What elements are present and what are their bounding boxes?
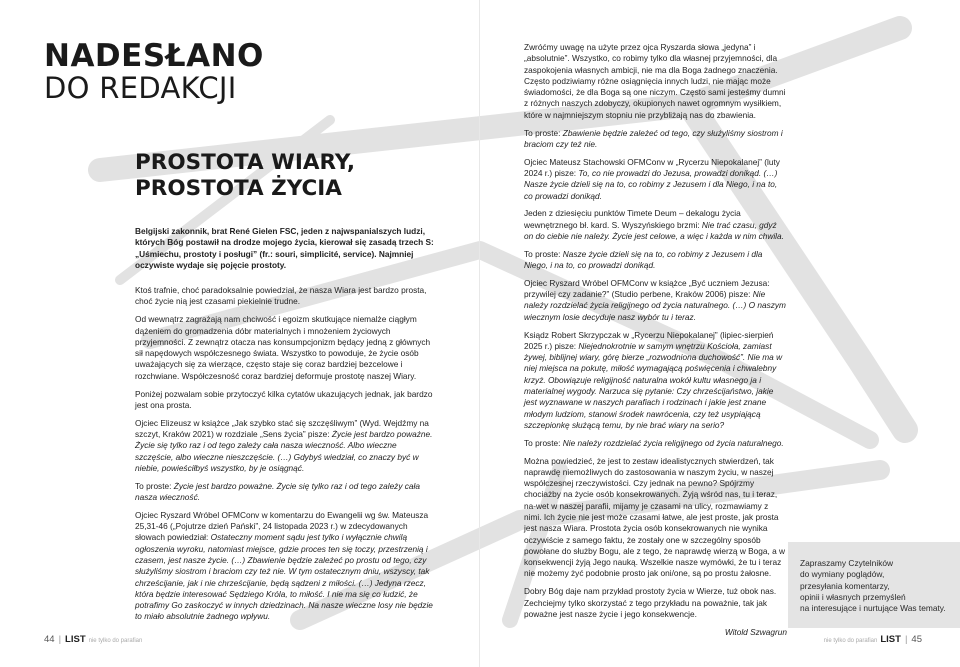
author-signature: Witold Szwagrun [724, 626, 787, 637]
invitation-line: do wymiany poglądów, [800, 569, 885, 580]
quote-paragraph [524, 330, 787, 432]
footer-right [824, 634, 922, 645]
quote-source: Ojciec Ryszard Wróbel OFMConv w książce „Być uczniem Jezusa: przywilej czy zadanie?” (Studio perbene, Kraków 2006) pisze: [524, 277, 770, 300]
quote-source: Ojciec Ryszard Wróbel OFMConv w komentarzu do Ewangelii wg św. Mateusza 25,31-46 („Pojutrze dzień Pański”, 24 listopada 2023 r.) w zdecydowanych słowach powiedział: [135, 509, 429, 543]
footer-separator: | [904, 634, 908, 645]
page-gutter [479, 0, 480, 667]
magazine-tagline-right: nie tylko do parafian [823, 638, 878, 644]
summary-text: Zbawienie będzie zależeć od tego, czy służyliśmy siostrom i braciom czy też nie. [524, 127, 783, 149]
summary-paragraph [135, 481, 435, 504]
quote-source: Ksiądz Robert Skrzypczak w „Rycerzu Niepokalanej” (lipiec-sierpień 2025 r.) pisze: [524, 329, 774, 351]
quote-paragraph [524, 278, 787, 323]
right-column [524, 42, 787, 638]
paragraph: Zwróćmy uwagę na użyte przez ojca Ryszarda słowa „jedyna” i „absolutnie”. Wszystko, co robimy tylko dla własnej przyjemności, dla zaspokojenia własnych ambicji, nie ma dla Boga żadnego znaczenia. Często podziwiamy różne osiągnięcia innych ludzi, nie mając może świadomości, że dla Boga są one niczym. Często sami jesteśmy dumni z różnych naszych zdobyczy, okupionych nawet ogromnym wysiłkiem, które w najmniejszym stopniu nie przybliżają nas do zbawienia. [524, 42, 786, 120]
section-header-line2: DO REDAKCJI [44, 71, 237, 105]
invitation-line: przesyłania komentarzy, [800, 580, 890, 591]
summary-lead: To proste: [135, 480, 174, 491]
section-header-line1: NADESŁANO [44, 38, 264, 74]
quote-paragraph [524, 208, 787, 242]
summary-text: Nasze życie dzieli się na to, co robimy z Jezusem i dla Niego, i na to, co prowadzi donikąd. [524, 248, 763, 271]
summary-paragraph [524, 128, 787, 151]
quote-source: Ojciec Elizeusz w książce „Jak szybko stać się szczęśliwym” (Wyd. Wejdźmy na szczyt, Kraków 2021) w rozdziale „Sens życia” pisze: [135, 417, 429, 439]
section-header [44, 40, 264, 104]
left-column [135, 226, 435, 629]
summary-lead: To proste: [524, 127, 563, 138]
quote-source: Ojciec Mateusz Stachowski OFMConv w „Rycerzu Niepokalanej” (luty 2024 r.) pisze: [524, 156, 780, 178]
article-title [135, 150, 355, 202]
reader-invitation-text [800, 558, 960, 614]
summary-paragraph [524, 438, 787, 449]
article-title-line2: PROSTOTA ŻYCIA [135, 176, 342, 201]
invitation-line: Zapraszamy Czytelników [800, 558, 894, 568]
paragraph: Ktoś trafnie, choć paradoksalnie powiedział, że nasza Wiara jest bardzo prosta, choć życie nią jest czasami piekielnie trudne. [135, 285, 427, 307]
quote-paragraph [135, 418, 435, 474]
footer-separator: | [58, 634, 62, 645]
quote-text: To, co nie prowadzi do Jezusa, prowadzi donikąd. (…) Nasze życie dzieli się na to, co robimy z Jezusem i dla Niego, i na to, co prowadzi donikąd. [524, 167, 778, 201]
quote-text: Nie należy rozdzielać życia religijnego od życia naturalnego. (…) O naszym wiecznym losie decyduje nasz wybór tu i teraz. [524, 289, 786, 322]
summary-text: Życie jest bardzo poważne. Życie się tylko raz i od tego zależy cała nasza wieczność. [135, 480, 421, 502]
quote-text: Życie jest bardzo poważne. Życie się tylko raz i od tego zależy cała nasza wieczność. Albo wieczne szczęście, albo wieczne nieszczęście. (…) Gdybyś wiedział, co znaczy być w niebie, powieściłbyś wszystko, by je osiągnąć. [135, 428, 433, 473]
paragraph: Dobry Bóg daje nam przykład prostoty życia w Wierze, tuż obok nas. Zechciejmy tylko skorzystać z tego przykładu na poważnie, tak jak poważne jest nasze życie i jego konsekwencje. [524, 586, 777, 619]
summary-lead: To proste: [524, 437, 563, 448]
paragraph: Poniżej pozwalam sobie przytoczyć kilka cytatów ukazujących jednak, jak bardzo jest ona prosta. [135, 388, 433, 410]
quote-text: Ostateczny moment sądu jest tylko i wyłącznie chwilą ogłoszenia wyroku, natomiast miejsce, gdzie proces ten się toczy, przestrzenią i czasem, jest nasze życie. (…) Zbawienie będzie zależeć po prostu od tego, czy służyliśmy siostrom i braciom czy też nie. W tym ostatecznym dniu, wszyscy, tak chrześcijanie, jak i nie chrześcijanie, będą sądzeni z miłości. (…) Jedyna rzecz, która będzie interesować Sędziego Króla, to miłość. I nie ma się co łudzić, że potrafimy Go zaskoczyć w innych dziedzinach. Na nasze wieczne losy nie będzie to miało absolutnie żadnego wpływu. [135, 532, 433, 622]
reader-invitation-box [788, 542, 960, 628]
footer-left [44, 634, 142, 645]
summary-text: Nie należy rozdzielać życia religijnego od życia naturalnego. [562, 437, 784, 448]
invitation-line: na interesujące i nurtujące Was tematy. [800, 603, 946, 614]
paragraph: Od wewnątrz zagrażają nam chciwość i egoizm skutkujące niemalże ciągłym dążeniem do gromadzenia dóbr materialnych i mnożeniem życiowych przyjemności. Z zewnątrz otacza nas konsumpcjonizm będący jedną z głównych sił napędowych współczesnego świata. Wszystko to powoduje, że życie osób uważających się za wierzące, często staje się coraz bardziej bezcelowe i rozchwiane. Współczesność coraz bardziej deformuje prostotę naszej Wiary. [135, 314, 431, 381]
magazine-tagline-left: nie tylko do parafian [88, 638, 143, 644]
quote-source: Jeden z dziesięciu punktów Timete Deum – dekalogu życia wewnętrznego bł. kard. S. Wyszyńskiego brzmi: [524, 208, 741, 230]
article-intro: Belgijski zakonnik, brat René Gielen FSC, jeden z najwspanialszych ludzi, których Bóg postawił na drodze mojego życia, kierował się zasadą trzech S: „Uśmiechu, prostoty i posługi” (fr.: souri, simplicité, service). Najmniej oczywiste wydaje się pojęcie prostoty. [135, 226, 434, 270]
magazine-brand-left: LIST [65, 634, 86, 645]
quote-paragraph [135, 510, 435, 623]
quote-text: Nie trać czasu, gdyż on do ciebie nie należy. Życie jest celowe, a więc i każda w nim chwila. [524, 219, 784, 241]
summary-paragraph [524, 249, 787, 272]
magazine-brand-right: LIST [880, 634, 901, 645]
invitation-line: opinii i własnych przemyśleń [800, 591, 906, 602]
page-number-left: 44 [44, 634, 55, 645]
summary-lead: To proste: [524, 248, 563, 259]
quote-paragraph [524, 157, 787, 202]
page-number-right: 45 [911, 634, 922, 645]
paragraph: Można powiedzieć, że jest to zestaw idealistycznych stwierdzeń, tak naprawdę niemożliwych do zastosowania w naszym życiu, w naszej współczesnej rzeczywistości. Czy jednak na pewno? Spójrzmy chociażby na życie osób konsekrowanych. Żyją wśród nas, tu i teraz, na-wet w naszej parafii, mijamy je czasami na ulicy, rozmawiamy z nimi. Ich życie nie jest może czasami łatwe, ale jest proste, jak prosta jest nasza Wiara. Prostota życia osób konsekrowanych nie wynika oczywiście z samego faktu, że zostały one w szczególny sposób powołane do służby Bogu, ale z tego, że naprawdę wierzą w Boga, a w konsekwencji żyją Jego nauką. Wszelkie nasze wymówki, że tu i teraz nie możemy żyć podobnie prosto jak oni/one, są po prostu żałosne. [524, 455, 786, 579]
article-title-line1: PROSTOTA WIARY, [135, 150, 356, 175]
quote-text: Niejednokrotnie w samym wnętrzu Kościoła, zamiast żywej, biblijnej wiary, górę bierze „rozwodniona duchowość”. Nie ma w niej miejsca na pokutę, miłość wymagającą poświęcenia i chwalebny krzyż. Obowiązuje religijność naturalna wokół kultu własnego ja i materialnej wygody. Narzuca się pytanie: Czy chrześcijaństwo, jakie jest wyznawane w naszych parafiach i rodzinach i jakie jest znane młodym ludziom, stanowi środek nawrócenia, czy też usypiającą szczepionkę służącą temu, by nie brać wiary na serio? [524, 340, 783, 430]
